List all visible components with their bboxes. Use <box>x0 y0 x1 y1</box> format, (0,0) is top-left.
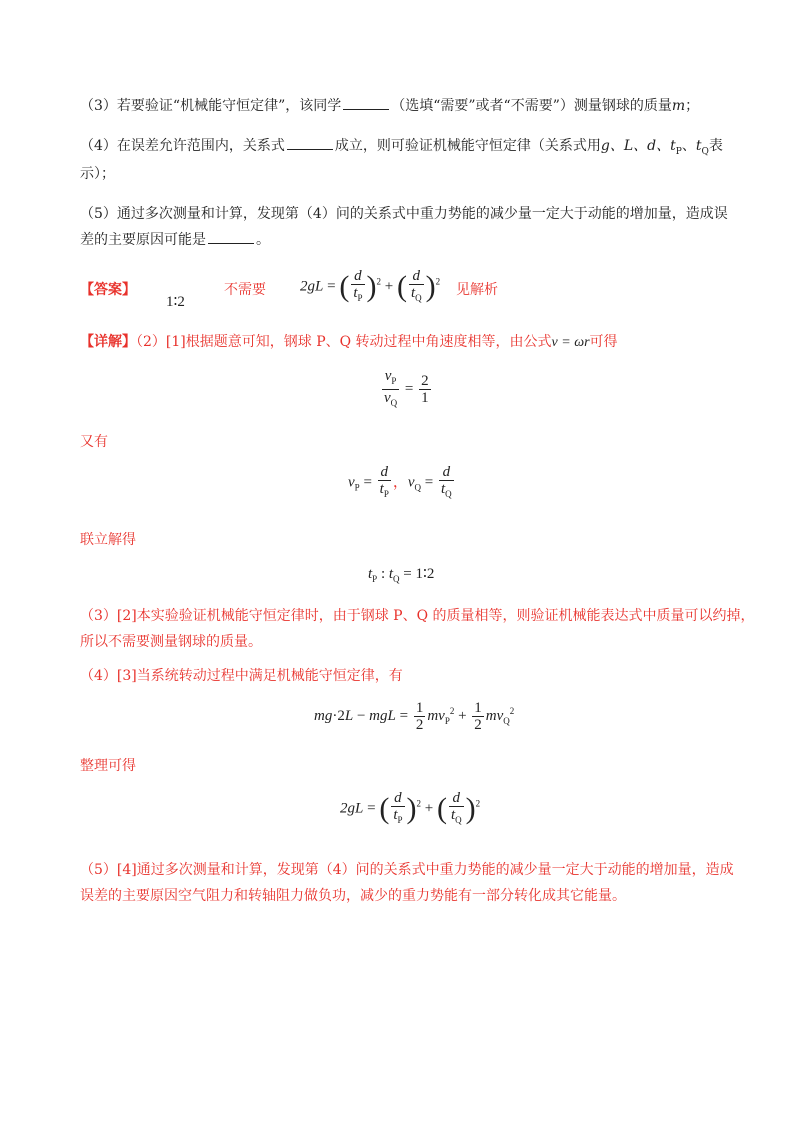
ratio-den: 1 <box>421 390 429 406</box>
detail-p1-text: （2）[1]根据题意可知，钢球 P、Q 转动过程中角速度相等，由公式 <box>136 334 552 350</box>
q5-line1: （5）通过多次测量和计算，发现第（4）问的关系式中重力势能的减少量一定大于动能的增加量，造成误 <box>80 206 728 222</box>
text-youyou: 又有 <box>80 434 108 450</box>
detail-p3-line1: （3）[2]本实验验证机械能守恒定律时，由于钢球 P、Q 的质量相等，则验证机械能表达式中质量可以约掉， <box>80 608 755 624</box>
q4-text-mid: 成立，则可验证机械能守恒定律（关系式用 <box>334 138 601 154</box>
detail-p1-end: 可得 <box>589 334 618 350</box>
detail-p5-line1: （5）[4]通过多次测量和计算，发现第（4）问的关系式中重力势能的减少量一定大于动能的增加量，造成 <box>80 862 734 878</box>
q3-text: （3）若要验证“机械能守恒定律”，该同学 <box>80 98 342 114</box>
detail-p5-line2: 误差的主要原因空气阻力和转轴阻力做负功，减少的重力势能有一部分转化成其它能量。 <box>80 888 626 904</box>
q4-line2: 示）； <box>80 166 115 182</box>
q5-line2-end: 。 <box>256 232 270 248</box>
detail-label: 【详解】 <box>80 334 136 350</box>
q4-tail: 表 <box>708 138 723 154</box>
question-5 <box>80 204 728 224</box>
q4-tp: t <box>670 138 676 154</box>
question-4-line2 <box>80 164 115 184</box>
q4-sep: 、 <box>681 138 696 154</box>
q4-vars: g、L、d、 <box>600 138 671 154</box>
q5-line2-text: 差的主要原因可能是 <box>80 232 206 248</box>
q3-text-suffix: （选填“需要”或者“不需要”）测量钢球的质量 <box>391 98 672 114</box>
answer-label: 【答案】 <box>80 282 136 298</box>
answer-1: 1∶2 <box>166 294 185 310</box>
detail-p3-line2: 所以不需要测量钢球的质量。 <box>80 634 262 650</box>
answer-blank <box>287 137 333 150</box>
text-lianli: 联立解得 <box>80 532 136 548</box>
final-formula: 2gL = ( $\frac{d}{t_P}$ )$^2$ + ( $\frac{d}{t_Q}$ )$^2$ <box>340 790 481 825</box>
velocity-formulas: $v_P$ = $\frac{d}{t_P}$ ，$v_Q$ = $\frac{d}{t_Q}$ <box>348 464 452 499</box>
energy-equation: mg·2L − mgL = $\frac{1}{2}$ $mv_P^2$ + $\frac{1}{2}$ $mv_Q^2$ <box>314 700 515 733</box>
text-zhengli: 整理可得 <box>80 758 136 774</box>
detail-p1 <box>80 332 618 353</box>
answer-3-formula: 2gL = ( $\frac{d}{t_P}$ )$^2$ + ( $\frac{d}{t_Q}$ )$^2$ <box>300 268 441 303</box>
answer-blank <box>343 97 389 110</box>
time-ratio-value: 1∶2 <box>415 566 435 582</box>
ratio-num: 2 <box>421 373 429 389</box>
detail-p4: （4）[3]当系统转动过程中满足机械能守恒定律，有 <box>80 668 403 684</box>
q4-text: （4）在误差允许范围内，关系式 <box>80 138 285 154</box>
time-ratio-formula: $t_P$ : $t_Q$ = 1∶2 <box>368 566 435 584</box>
question-3 <box>80 96 699 116</box>
question-4 <box>80 136 723 162</box>
answer-2: 不需要 <box>224 282 266 298</box>
q3-var-m: m <box>671 98 686 114</box>
q4-sub-q: Q <box>701 146 709 157</box>
answer-blank <box>208 231 254 244</box>
answer-4: 见解析 <box>456 282 498 298</box>
velocity-ratio-formula: $\frac{v_P}{v_Q}$ = $\frac{2}{1}$ <box>384 368 429 408</box>
q4-sub-p: P <box>675 146 682 157</box>
question-5-line2 <box>80 230 270 250</box>
q4-tq: t <box>695 138 702 154</box>
q3-end: ； <box>685 98 700 114</box>
formula-v-omega-r: v = ωr <box>551 335 590 350</box>
